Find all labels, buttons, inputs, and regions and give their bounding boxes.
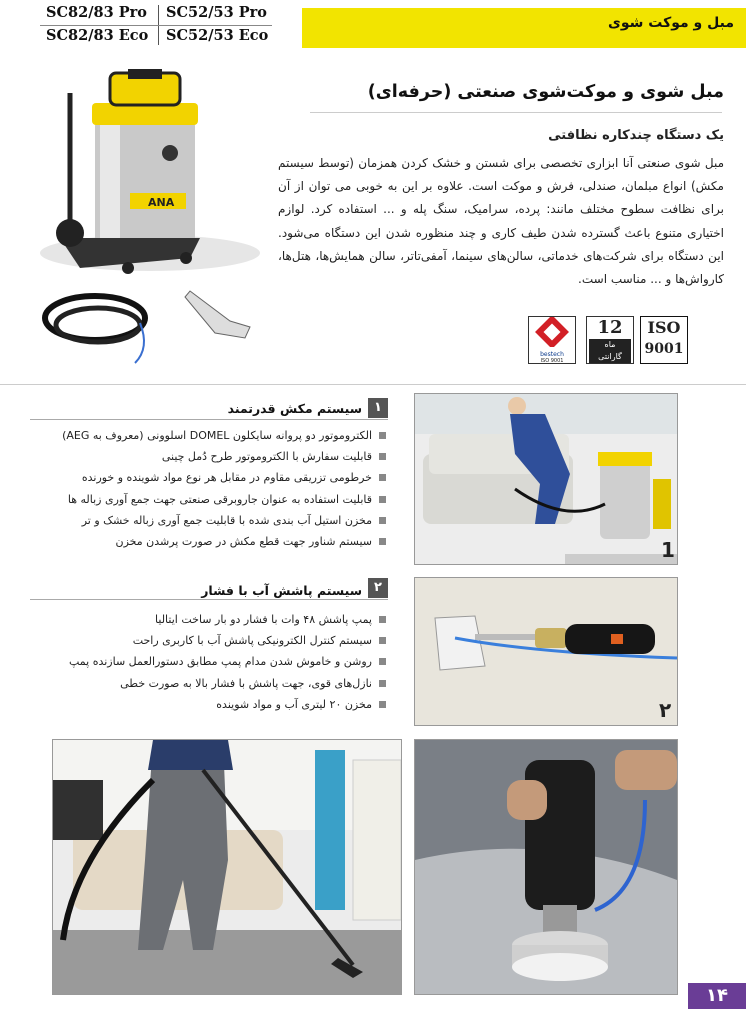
model-sc82-eco: SC82/83 Eco: [46, 27, 149, 44]
list-item: نازل‌های قوی، جهت پاشش با فشار بالا به صورت خطی: [69, 673, 386, 694]
list-item: خرطومی تزریقی مقاوم در مقابل هر نوع مواد شوینده و خورنده: [62, 467, 386, 488]
product-brand: ANA: [148, 196, 175, 209]
section-1-list: [62, 425, 386, 552]
model-sc52-eco: SC52/53 Eco: [166, 27, 269, 44]
iso-text: ISO: [647, 318, 681, 337]
section-1-title: سیستم مکش قدرتمند: [227, 401, 362, 416]
section-title: مبل و موکت شوی: [608, 15, 734, 31]
warranty-label: گارانتی: [589, 351, 631, 363]
iso-badge: [640, 316, 688, 364]
section-2-line: [30, 599, 388, 600]
warranty-number: 12: [597, 317, 623, 338]
warranty-month: ماه: [589, 339, 631, 351]
photo-number: 1: [661, 538, 675, 562]
list-item: سیستم شناور جهت قطع مکش در صورت پرشدن مخزن: [62, 531, 386, 552]
page-title: مبل شوی و موکت‌شوی صنعتی (حرفه‌ای): [367, 82, 724, 102]
title-divider: [310, 112, 722, 113]
carpet-vacuum-photo: [52, 739, 402, 995]
page-number: ۱۴: [688, 983, 746, 1009]
model-sc52-pro: SC52/53 Pro: [166, 4, 267, 21]
list-item: مخزن استیل آب بندی شده با قابلیت جمع آوری زباله خشک و تر: [62, 510, 386, 531]
product-image: [0, 63, 300, 383]
section-2-title: سیستم پاشش آب با فشار: [201, 583, 362, 598]
bestech-name: bestech: [540, 351, 564, 358]
photo-number: ۲: [659, 698, 672, 722]
list-item: روشن و خاموش شدن مدام پمپ مطابق دستورالعمل سازنده پمپ: [69, 651, 386, 672]
list-item: قابلیت استفاده به عنوان جاروبرقی صنعتی جهت جمع آوری زباله ها: [62, 489, 386, 510]
section-divider: [0, 384, 746, 385]
section-1-number: ۱: [368, 398, 388, 418]
bestech-logo: [528, 316, 576, 364]
section-1-line: [30, 419, 388, 420]
sofa-cleaning-photo: [414, 393, 678, 565]
list-item: الکتروموتور دو پروانه سایکلون DOMEL اسلوونی (معروف به AEG): [62, 425, 386, 446]
nozzle-photo: [414, 577, 678, 726]
intro-paragraph: مبل شوی صنعتی آنا ابزاری تخصصی برای شستن و خشک کردن همزمان (توسط سیستم مکش) انواع مبلمان، صندلی، فرش و موکت است. علاوه بر این به خوبی می توان از آن برای نظافت سطوح مختلف مانند: پرده، سرامیک، سنگ پله و ... استفاده کرد. لوازم اختیاری متنوع باعث گسترده شدن طیف کاری و چند منظوره شدن این دستگاه می‌شود. این دستگاه برای شرکت‌های خدماتی، سالن‌های سینما، آمفی‌تاتر، سالن همایش‌ها، هتل‌ها، کارواش‌ها و ... مناسب است.: [278, 156, 724, 287]
intro-subtitle: یک دستگاه چندکاره نظافتی: [548, 128, 724, 143]
iso-number: 9001: [644, 341, 684, 357]
list-item: پمپ پاشش ۴۸ وات با فشار دو بار ساخت ایتالیا: [69, 609, 386, 630]
list-item: قابلیت سفارش با الکتروموتور طرح دُمل چینی: [62, 446, 386, 467]
warranty-badge: [586, 316, 634, 364]
list-item: مخزن ۲۰ لیتری آب و مواد شوینده: [69, 694, 386, 715]
section-2-list: [69, 609, 386, 715]
bestech-sub: ISO 9001: [540, 358, 564, 364]
model-divider: [40, 25, 272, 26]
section-2-number: ۲: [368, 578, 388, 598]
model-sc82-pro: SC82/83 Pro: [46, 4, 147, 21]
list-item: سیستم کنترل الکترونیکی پاشش آب با کاربری راحت: [69, 630, 386, 651]
rotary-brush-photo: [414, 739, 678, 995]
